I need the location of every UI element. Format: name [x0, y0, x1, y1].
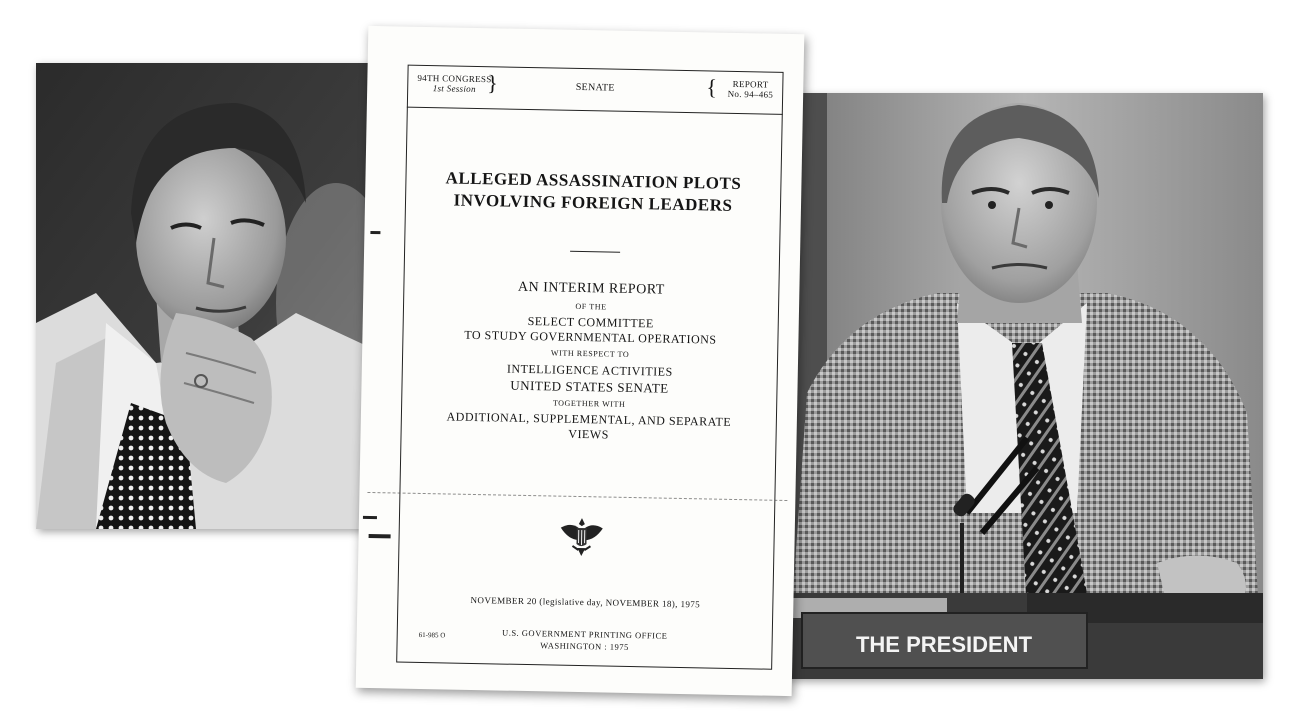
scan-mark [370, 231, 380, 234]
interim-line: AN INTERIM REPORT [517, 279, 665, 298]
report-number: No. 94–465 [727, 88, 774, 100]
additional-line: ADDITIONAL, SUPPLEMENTAL, AND SEPARATE [446, 409, 732, 429]
document-code: 61-985 O [418, 630, 446, 640]
of-the-line: OF THE [575, 301, 607, 312]
portrait-photo-left [36, 63, 382, 529]
president-illustration [787, 93, 1263, 679]
printer-name: U.S. GOVERNMENT PRINTING OFFICE [502, 627, 668, 641]
report-header [407, 65, 784, 115]
committee-line-1: SELECT COMMITTEE [527, 313, 654, 331]
report-body [400, 277, 779, 446]
report-label: REPORT [732, 78, 769, 90]
title-line-1: ALLEGED ASSASSINATION PLOTS [445, 168, 742, 194]
chamber-label: SENATE [575, 81, 615, 94]
header-report [728, 79, 774, 100]
title-line-2: INVOLVING FOREIGN LEADERS [453, 190, 733, 215]
portrait-left-illustration [36, 63, 382, 529]
session-label: 1st Session [432, 83, 476, 94]
senate-report-cover [356, 26, 805, 696]
intel-line: INTELLIGENCE ACTIVITIES [506, 361, 673, 379]
brace-right-icon: { [706, 74, 718, 100]
scan-mark [363, 516, 377, 519]
congress-label: 94TH CONGRESS [417, 72, 492, 85]
scan-mark [369, 534, 391, 538]
eagle-seal-icon [556, 510, 607, 561]
nameplate-text: THE PRESIDENT [855, 632, 1033, 657]
report-title [405, 167, 782, 218]
committee-line-2: TO STUDY GOVERNMENTAL OPERATIONS [464, 327, 717, 347]
printer-place: WASHINGTON : 1975 [540, 640, 629, 652]
senate-line: UNITED STATES SENATE [510, 377, 669, 396]
with-respect-line: WITH RESPECT TO [550, 348, 630, 359]
brace-left-icon: } [487, 70, 499, 96]
views-line: VIEWS [568, 426, 609, 442]
together-line: TOGETHER WITH [552, 398, 626, 409]
president-photo-right [787, 93, 1263, 679]
report-date: NOVEMBER 20 (legislative day, NOVEMBER 18), 1975 [470, 594, 701, 610]
